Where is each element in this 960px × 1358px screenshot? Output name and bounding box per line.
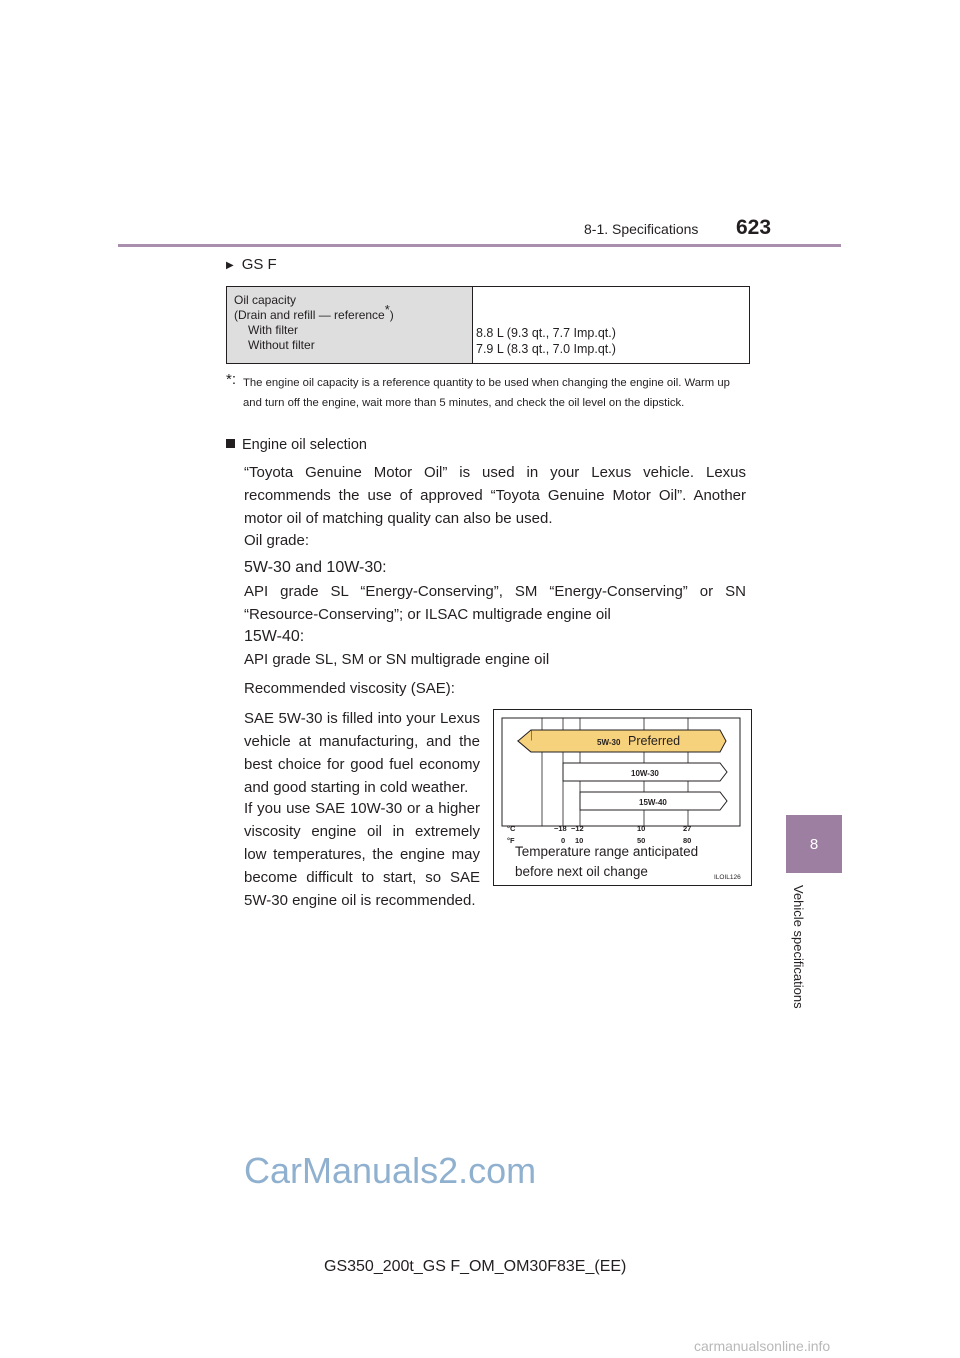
celsius-tick: 27 bbox=[683, 824, 692, 833]
chart-caption-line2: before next oil change bbox=[515, 864, 648, 879]
engine-oil-heading: Engine oil selection bbox=[226, 437, 367, 453]
spec-value-cell: 8.8 L (9.3 qt., 7.7 Imp.qt.) 7.9 L (8.3 qt., 7.0 Imp.qt.) bbox=[473, 287, 750, 364]
model-heading: ▶ GS F bbox=[226, 256, 277, 273]
chart-caption-line1: Temperature range anticipated bbox=[515, 844, 699, 859]
spec-label-cell: Oil capacity (Drain and refill — reference*) With filter Without filter bbox=[227, 287, 473, 364]
chapter-label: Vehicle specifications bbox=[791, 885, 806, 1009]
footnote-text: The engine oil capacity is a reference quantity to be used when changing the engine oil. Warm up and turn off the engine, wait more than 5 minutes, and check the oil level on the dipstick. bbox=[243, 377, 730, 409]
watermark-logo: CarManuals2.com bbox=[244, 1150, 537, 1191]
bar-label-preferred: Preferred bbox=[628, 734, 681, 748]
triangle-bullet-icon: ▶ bbox=[226, 260, 234, 271]
oil-grade-label: Oil grade: bbox=[244, 532, 310, 549]
bar-label-15w40: 15W-40 bbox=[639, 798, 667, 807]
footnote bbox=[226, 371, 748, 413]
bottom-watermark: carmanualsonline.info bbox=[694, 1338, 831, 1354]
bar-5w30 bbox=[518, 730, 726, 752]
grade2-title: 15W-40: bbox=[244, 628, 305, 645]
chapter-number: 8 bbox=[809, 835, 819, 853]
document-code: GS350_200t_GS F_OM_OM30F83E_(EE) bbox=[324, 1258, 627, 1275]
section-title: 8-1. Specifications bbox=[584, 221, 699, 237]
bar-label-5w30: 5W-30 bbox=[597, 738, 621, 747]
fahrenheit-tick: 50 bbox=[637, 836, 646, 845]
grade1-text: API grade SL “Energy-Conserving”, SM “Energy-Conserving” or SN “Resource-Conserving”; or ILSAC multigrade engine oil bbox=[244, 583, 746, 623]
chapter-tab[interactable] bbox=[786, 815, 842, 873]
page-number: 623 bbox=[736, 216, 772, 239]
viscosity-paragraph-2: If you use SAE 10W-30 or a higher viscosity engine oil in extremely low temperatures, the engine may become difficult to start, so SAE 5W-30 engine oil is recommended. bbox=[244, 800, 480, 909]
fahrenheit-tick: 80 bbox=[683, 836, 692, 845]
footnote-marker: *: bbox=[226, 371, 237, 388]
celsius-tick: −12 bbox=[571, 824, 584, 833]
fahrenheit-unit: °F bbox=[507, 836, 515, 845]
viscosity-paragraph-1: SAE 5W-30 is filled into your Lexus vehicle at manufacturing, and the best choice for good fuel economy and good starting in cold weather. bbox=[244, 710, 480, 796]
header-divider bbox=[118, 244, 841, 247]
viscosity-chart bbox=[493, 709, 752, 886]
celsius-tick: −18 bbox=[554, 824, 567, 833]
bar-label-10w30: 10W-30 bbox=[631, 769, 659, 778]
fahrenheit-tick: 10 bbox=[575, 836, 584, 845]
grade1-title: 5W-30 and 10W-30: bbox=[244, 559, 387, 576]
fahrenheit-tick: 0 bbox=[561, 836, 566, 845]
celsius-unit: °C bbox=[507, 824, 516, 833]
grade2-text: API grade SL, SM or SN multigrade engine oil bbox=[244, 651, 550, 668]
oil-capacity-table bbox=[226, 286, 750, 364]
engine-oil-intro: “Toyota Genuine Motor Oil” is used in your Lexus vehicle. Lexus recommends the use of approved “Toyota Genuine Motor Oil”. Another motor oil of matching quality can also be used. bbox=[244, 464, 746, 527]
square-bullet-icon bbox=[226, 439, 235, 448]
viscosity-label: Recommended viscosity (SAE): bbox=[244, 680, 455, 697]
chart-image-code: ILOIL126 bbox=[714, 874, 741, 881]
celsius-tick: 10 bbox=[637, 824, 646, 833]
